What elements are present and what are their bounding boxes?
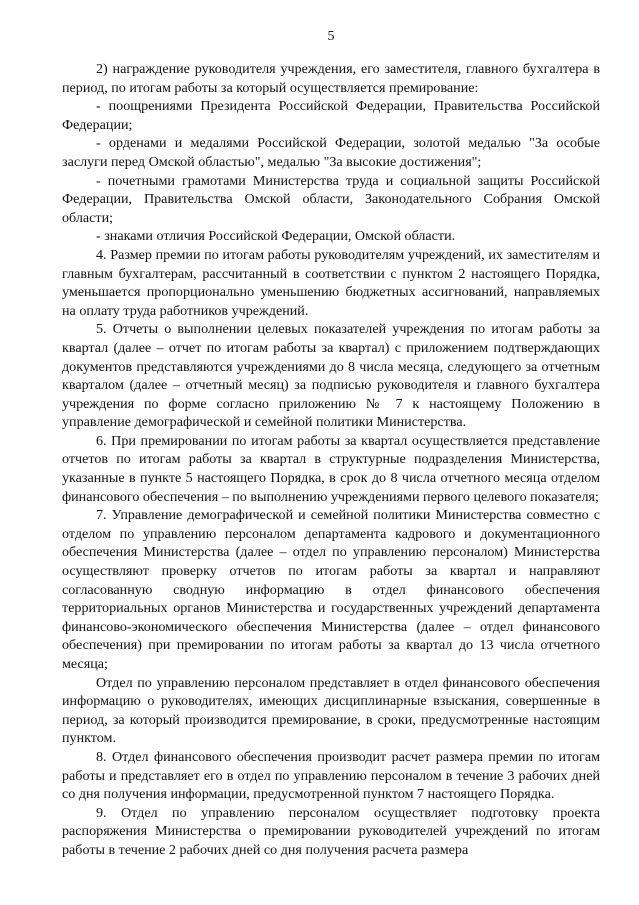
paragraph-item-2-awards: 2) награждение руководителя учреждения, его заместителя, главного бухгалтера в период, по итогам работы за который осуществляется премирование: [62, 61, 600, 96]
paragraph-personnel-department: Отдел по управлению персоналом представляет в отдел финансового обеспечения информацию о руководителях, имеющих дисциплинарные взыскания, совершенные в период, за который производится премирование, в сроки, предусмотренные настоящим пунктом. [62, 674, 600, 747]
paragraph-point-7: 7. Управление демографической и семейной политики Министерства совместно с отделом по управлению персоналом департамента кадрового и документационного обеспечения Министерства (далее – отдел по управлению персоналом) Министерства осуществляют проверку отчетов по итогам работы за квартал и направляют согласованную сводную информацию в отдел финансового обеспечения территориальных органов Министерства и государственных учреждений департамента финансово-экономического обеспечения Министерства (далее – отдел финансового обеспечения) при премировании по итогам работы за квартал до 13 числа отчетного месяца; [62, 507, 600, 672]
paragraph-distinction-badges: - знаками отличия Российской Федерации, Омской области. [96, 228, 456, 245]
paragraph-orders-medals: - орденами и медалями Российской Федерации, золотой медалью "За особые заслуги перед Омской областью", медалью "За высокие достижения"; [62, 135, 600, 170]
document-page [62, 28, 600, 860]
paragraph-point-4: 4. Размер премии по итогам работы руководителям учреждений, их заместителям и главным бухгалтерам, рассчитанный в соответствии с пунктом 2 настоящего Порядка, уменьшается пропорционально уменьшению бюджетных ассигнований, направляемых на оплату труда работников учреждений. [62, 246, 600, 319]
paragraph-point-6: 6. При премировании по итогам работы за квартал осуществляется представление отчетов по итогам работы за квартал в структурные подразделения Министерства, указанные в пункте 5 настоящего Порядка, в срок до 8 числа отчетного месяца отделом финансового обеспечения – по выполнению учреждениями первого целевого показателя; [62, 432, 600, 505]
page-number: 5 [327, 29, 335, 44]
paragraph-honorary-certificates: - почетными грамотами Министерства труда и социальной защиты Российской Федерации, Правительства Омской области, Законодательного Собрания Омской области; [62, 172, 600, 226]
paragraph-president-awards: - поощрениями Президента Российской Федерации, Правительства Российской Федерации; [62, 98, 600, 133]
paragraph-point-9: 9. Отдел по управлению персоналом осуществляет подготовку проекта распоряжения Министерства о премировании руководителей учреждений по итогам работы в течение 2 рабочих дней со дня получения расчета размера [62, 804, 600, 858]
paragraph-point-5: 5. Отчеты о выполнении целевых показателей учреждения по итогам работы за квартал (далее – отчет по итогам работы за квартал) с приложением подтверждающих документов представляются учреждениями до 8 числа месяца, следующего за отчетным кварталом (далее – отчетный месяц) за подписью руководителя и главного бухгалтера учреждения по форме согласно приложению № 7 к настоящему Положению в управление демографической и семейной политики Министерства. [62, 321, 600, 431]
paragraph-point-8: 8. Отдел финансового обеспечения производит расчет размера премии по итогам работы и представляет его в отдел по управлению персоналом в течение 3 рабочих дней со дня получения информации, предусмотренной пунктом 7 настоящего Порядка. [62, 748, 600, 803]
